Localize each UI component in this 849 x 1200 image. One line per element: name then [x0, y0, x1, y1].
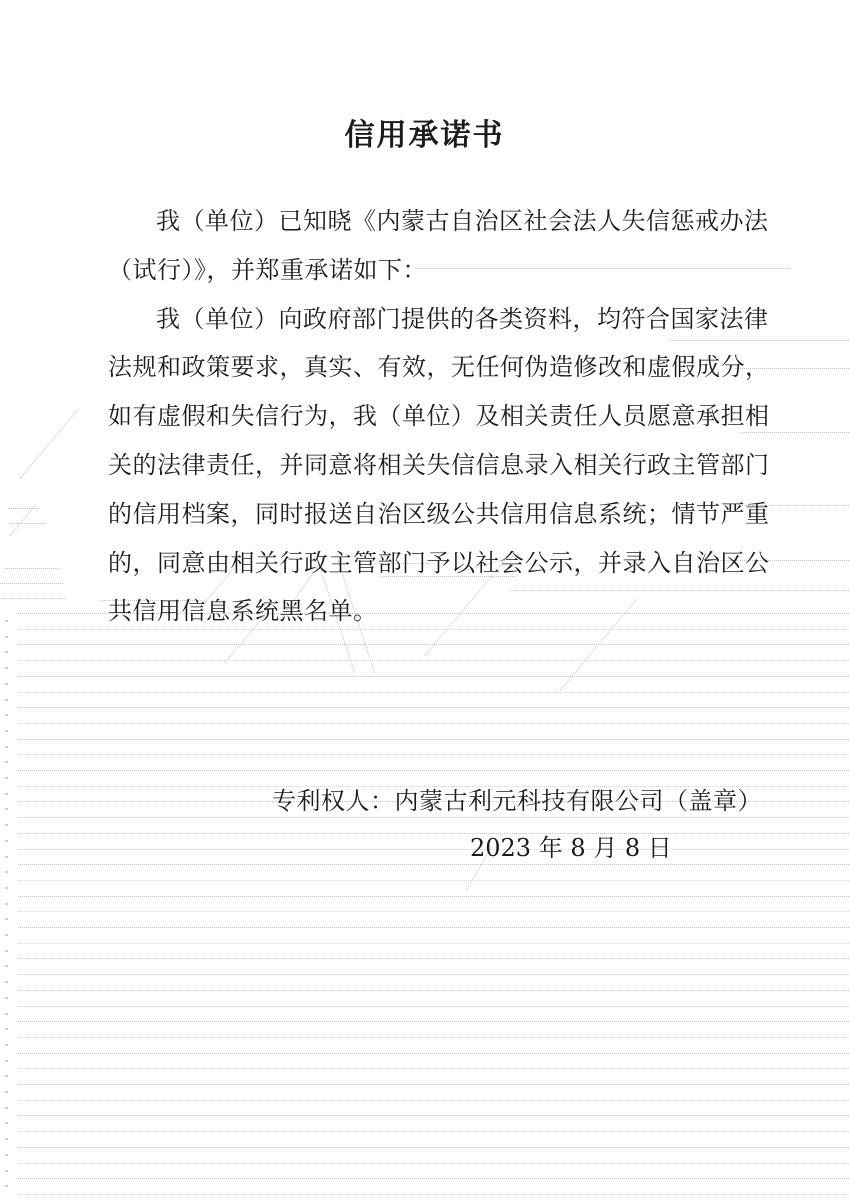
artifact-margin-tick — [5, 997, 8, 999]
artifact-line — [8, 508, 40, 509]
artifact-line — [10, 505, 36, 536]
artifact-line — [18, 676, 849, 677]
artifact-line — [18, 927, 849, 928]
artifact-margin-tick — [5, 793, 8, 795]
artifact-line — [18, 1006, 849, 1007]
artifact-line — [18, 1068, 849, 1069]
artifact-line — [18, 707, 849, 708]
body-line-6: 关的法律责任，并同意将相关失信信息录入相关行政主管部门 — [108, 451, 770, 479]
artifact-margin-tick — [5, 965, 8, 967]
artifact-line — [18, 817, 849, 818]
artifact-margin-tick — [5, 620, 8, 622]
artifact-line — [18, 739, 849, 740]
artifact-margin-tick — [5, 746, 8, 748]
artifact-margin-tick — [5, 840, 8, 842]
artifact-line — [18, 880, 849, 881]
document-title: 信用承诺书 — [344, 119, 505, 152]
artifact-line — [18, 911, 849, 912]
artifact-line — [18, 849, 849, 850]
body-line-5: 如有虚假和失信行为，我（单位）及相关责任人员愿意承担相 — [108, 403, 770, 431]
artifact-line — [0, 583, 63, 584]
artifact-line — [18, 754, 849, 755]
artifact-line — [18, 864, 849, 865]
artifact-margin-tick — [5, 903, 8, 905]
artifact-margin-tick — [5, 1028, 8, 1030]
artifact-margin-tick — [5, 777, 8, 779]
artifact-line — [740, 432, 849, 433]
artifact-margin-tick — [5, 714, 8, 716]
artifact-margin-tick — [5, 856, 8, 858]
artifact-line — [18, 770, 849, 771]
signature-date: 2023 年 8 月 8 日 — [470, 834, 672, 862]
artifact-margin-tick — [5, 918, 8, 920]
artifact-line — [18, 1021, 849, 1022]
artifact-margin-tick — [5, 730, 8, 732]
artifact-line — [18, 1037, 849, 1038]
artifact-margin-tick — [5, 651, 8, 653]
artifact-line — [18, 896, 849, 897]
artifact-margin-tick — [5, 1075, 8, 1077]
artifact-margin-tick — [5, 1170, 8, 1172]
artifact-line — [18, 644, 849, 645]
body-line-8: 的，同意由相关行政主管部门予以社会公示，并录入自治区公 — [108, 549, 770, 577]
artifact-line — [18, 958, 849, 959]
artifact-line — [18, 990, 849, 991]
artifact-line — [20, 409, 79, 479]
artifact-line — [18, 943, 849, 944]
artifact-margin-tick — [5, 1154, 8, 1156]
artifact-line — [18, 974, 849, 975]
artifact-line — [5, 568, 60, 569]
artifact-margin-tick — [5, 887, 8, 889]
artifact-margin-tick — [5, 871, 8, 873]
body-line-3: 我（单位）向政府部门提供的各类资料，均符合国家法律 — [156, 305, 769, 333]
artifact-margin-tick — [5, 1091, 8, 1093]
artifact-margin-tick — [5, 824, 8, 826]
artifact-margin-tick — [5, 1138, 8, 1140]
artifact-line — [18, 1084, 849, 1085]
body-line-2: （试行）》，并郑重承诺如下： — [108, 256, 427, 284]
artifact-line — [0, 598, 65, 599]
artifact-margin-tick — [5, 1107, 8, 1109]
artifact-line — [10, 523, 45, 524]
artifact-line — [18, 1194, 849, 1195]
document-body — [108, 198, 770, 637]
body-line-4: 法规和政策要求，真实、有效，无任何伪造修改和虚假成分， — [108, 354, 770, 382]
artifact-margin-tick — [5, 1013, 8, 1015]
artifact-line — [18, 1131, 849, 1132]
artifact-margin-tick — [5, 667, 8, 669]
artifact-line — [18, 833, 849, 834]
artifact-margin-tick — [5, 1044, 8, 1046]
artifact-margin-tick — [5, 808, 8, 810]
artifact-line — [18, 1053, 849, 1054]
artifact-line — [18, 1147, 849, 1148]
body-line-9: 共信用信息系统黑名单。 — [108, 598, 378, 626]
artifact-margin-tick — [5, 934, 8, 936]
body-line-7: 的信用档案，同时报送自治区级公共信用信息系统；情节严重 — [108, 500, 770, 528]
body-line-1: 我（单位）已知晓《内蒙古自治区社会法人失信惩戒办法 — [156, 208, 769, 235]
artifact-line — [18, 692, 849, 693]
artifact-margin-tick — [5, 981, 8, 983]
artifact-line — [18, 1100, 849, 1101]
artifact-margin-tick — [5, 950, 8, 952]
artifact-line — [18, 1178, 849, 1179]
artifact-margin-tick — [5, 636, 8, 638]
artifact-line — [18, 723, 849, 724]
artifact-line — [18, 660, 849, 661]
artifact-margin-tick — [5, 1060, 8, 1062]
artifact-line — [18, 1163, 849, 1164]
artifact-line — [18, 1115, 849, 1116]
artifact-margin-tick — [5, 699, 8, 701]
artifact-margin-tick — [5, 761, 8, 763]
artifact-margin-tick — [5, 1185, 8, 1187]
artifact-margin-tick — [5, 1122, 8, 1124]
artifact-margin-tick — [5, 683, 8, 685]
patent-holder-signature: 专利权人：内蒙古利元科技有限公司（盖章） — [272, 788, 762, 815]
